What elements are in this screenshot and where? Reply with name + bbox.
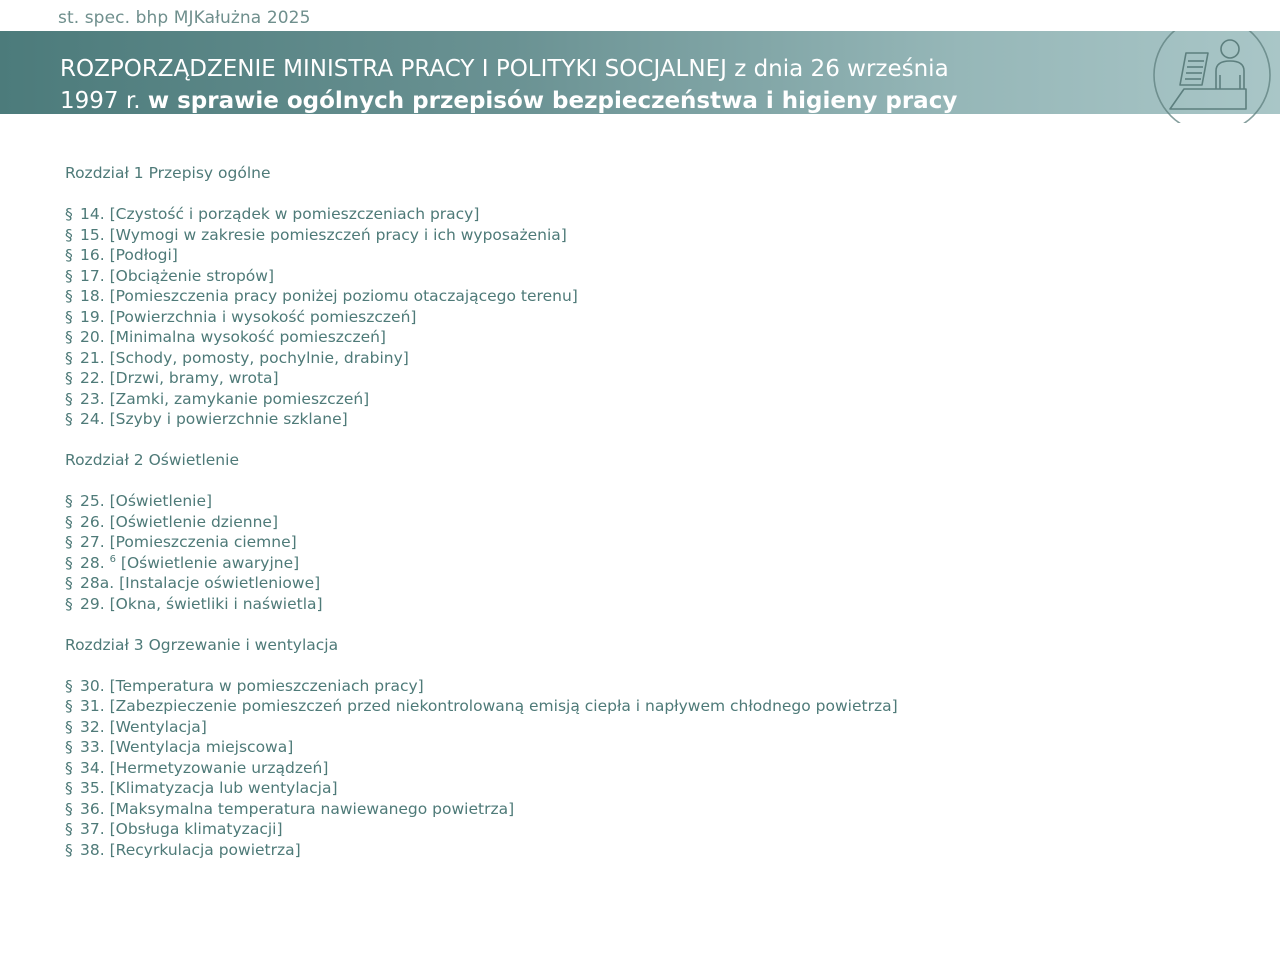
section-symbol: §: [65, 697, 73, 715]
item-number: 27.: [80, 533, 105, 551]
chapter-heading: Rozdział 1 Przepisy ogólne: [65, 164, 271, 182]
toc-item: [65, 225, 1245, 246]
section-symbol: §: [65, 820, 73, 838]
section-symbol: §: [65, 225, 73, 244]
item-title: [Wymogi w zakresie pomieszczeń pracy i ich wyposażenia]: [109, 225, 567, 244]
item-title: [Wentylacja]: [109, 717, 207, 736]
author-credit: st. spec. bhp MJKałużna 2025: [58, 8, 311, 28]
section-symbol: §: [65, 328, 73, 346]
item-title: [Okna, świetliki i naświetla]: [109, 594, 323, 613]
section-symbol: §: [65, 779, 73, 797]
item-number: 37.: [80, 820, 105, 838]
title-bold: w sprawie ogólnych przepisów bezpieczeństwa i higieny pracy: [147, 88, 958, 114]
toc-item: [65, 594, 1245, 615]
item-title: [Schody, pomosty, pochylnie, drabiny]: [109, 348, 409, 367]
section-symbol: §: [65, 574, 73, 592]
item-title: [Minimalna wysokość pomieszczeń]: [109, 328, 386, 346]
toc-item: [65, 307, 1245, 328]
item-title: [Maksymalna temperatura nawiewanego powietrza]: [109, 799, 515, 818]
section-symbol: §: [65, 840, 73, 859]
item-number: 32.: [80, 717, 105, 736]
section-symbol: §: [65, 287, 73, 305]
toc-item: [65, 532, 1245, 553]
item-number: 22.: [80, 369, 105, 387]
toc-item: [65, 717, 1245, 738]
page-title: [60, 53, 1120, 117]
item-title: [Drzwi, bramy, wrota]: [109, 369, 279, 387]
section-symbol: §: [65, 307, 73, 326]
section-symbol: §: [65, 246, 73, 264]
item-number: 20.: [80, 328, 105, 346]
item-number: 38.: [80, 840, 105, 859]
item-number: 17.: [80, 266, 105, 285]
item-number: 28.: [80, 553, 105, 572]
item-number: 25.: [80, 492, 105, 510]
section-symbol: §: [65, 758, 73, 777]
item-title: [Oświetlenie awaryjne]: [120, 553, 300, 572]
item-title: [Obciążenie stropów]: [109, 266, 274, 285]
item-title: [Pomieszczenia ciemne]: [109, 533, 297, 551]
toc-item: [65, 573, 1245, 594]
item-number: 23.: [80, 389, 105, 408]
item-title: [Czystość i porządek w pomieszczeniach pracy]: [109, 205, 480, 223]
toc-item: [65, 799, 1245, 820]
item-title: [Wentylacja miejscowa]: [109, 738, 294, 756]
item-number: 33.: [80, 738, 105, 756]
item-number: 34.: [80, 758, 105, 777]
toc-item: [65, 778, 1245, 799]
item-title: [Klimatyzacja lub wentylacja]: [109, 779, 338, 797]
toc-item: [65, 348, 1245, 369]
toc-item: [65, 389, 1245, 410]
chapter-heading: Rozdział 2 Oświetlenie: [65, 451, 239, 469]
title-banner: [0, 31, 1280, 114]
section-symbol: §: [65, 717, 73, 736]
section-gap: [65, 471, 1245, 492]
item-title: [Instalacje oświetleniowe]: [119, 574, 321, 592]
toc-item: [65, 409, 1245, 430]
toc-item: [65, 676, 1245, 697]
item-number: 30.: [80, 676, 105, 695]
section-symbol: §: [65, 533, 73, 551]
item-number: 28a.: [80, 574, 115, 592]
item-number: 21.: [80, 348, 105, 367]
section-gap: [65, 184, 1245, 205]
toc-item: [65, 491, 1245, 512]
section-symbol: §: [65, 492, 73, 510]
section-symbol: §: [65, 512, 73, 531]
section-symbol: §: [65, 266, 73, 285]
footnote-marker: 6: [109, 553, 116, 565]
section-symbol: §: [65, 738, 73, 756]
item-title: [Oświetlenie]: [109, 492, 213, 510]
section-gap: [65, 430, 1245, 451]
toc-item: [65, 368, 1245, 389]
title-regular: ROZPORZĄDZENIE MINISTRA PRACY I POLITYKI SOCJALNEJ z dnia 26 września: [60, 56, 949, 82]
section-symbol: §: [65, 594, 73, 613]
item-number: 15.: [80, 225, 105, 244]
toc-item: [65, 204, 1245, 225]
item-title: [Recyrkulacja powietrza]: [109, 840, 301, 859]
section-symbol: §: [65, 205, 73, 223]
item-title: [Podłogi]: [109, 246, 178, 264]
section-symbol: §: [65, 799, 73, 818]
item-number: 29.: [80, 594, 105, 613]
table-of-contents: [65, 163, 1245, 860]
item-number: 36.: [80, 799, 105, 818]
title-date-suffix: 1997 r.: [60, 88, 148, 114]
item-number: 31.: [80, 697, 105, 715]
toc-item: [65, 327, 1245, 348]
item-title: [Zamki, zamykanie pomieszczeń]: [109, 389, 370, 408]
toc-item: [65, 840, 1245, 861]
item-title: [Powierzchnia i wysokość pomieszczeń]: [109, 307, 417, 326]
section-symbol: §: [65, 676, 73, 695]
toc-item: [65, 696, 1245, 717]
toc-item: [65, 737, 1245, 758]
item-number: 19.: [80, 307, 105, 326]
item-title: [Temperatura w pomieszczeniach pracy]: [109, 676, 424, 695]
item-number: 24.: [80, 410, 105, 428]
item-title: [Obsługa klimatyzacji]: [109, 820, 283, 838]
toc-item: [65, 512, 1245, 533]
toc-item: [65, 245, 1245, 266]
toc-item: [65, 553, 1245, 574]
section-symbol: §: [65, 389, 73, 408]
item-title: [Oświetlenie dzienne]: [109, 512, 278, 531]
section-symbol: §: [65, 410, 73, 428]
toc-item: [65, 286, 1245, 307]
worker-at-desk-icon: [1148, 31, 1280, 123]
item-title: [Hermetyzowanie urządzeń]: [109, 758, 329, 777]
item-title: [Zabezpieczenie pomieszczeń przed niekontrolowaną emisją ciepła i napływem chłodnego powietrza]: [109, 697, 898, 715]
item-title: [Pomieszczenia pracy poniżej poziomu otaczającego terenu]: [109, 287, 578, 305]
section-symbol: §: [65, 348, 73, 367]
toc-item: [65, 266, 1245, 287]
section-symbol: §: [65, 369, 73, 387]
section-gap: [65, 614, 1245, 635]
chapter-heading: Rozdział 3 Ogrzewanie i wentylacja: [65, 635, 339, 654]
item-number: 16.: [80, 246, 105, 264]
item-number: 14.: [80, 205, 105, 223]
item-title: [Szyby i powierzchnie szklane]: [109, 410, 348, 428]
toc-item: [65, 819, 1245, 840]
item-number: 26.: [80, 512, 105, 531]
item-number: 18.: [80, 287, 105, 305]
section-symbol: §: [65, 553, 73, 572]
section-gap: [65, 655, 1245, 676]
toc-item: [65, 758, 1245, 779]
item-number: 35.: [80, 779, 105, 797]
